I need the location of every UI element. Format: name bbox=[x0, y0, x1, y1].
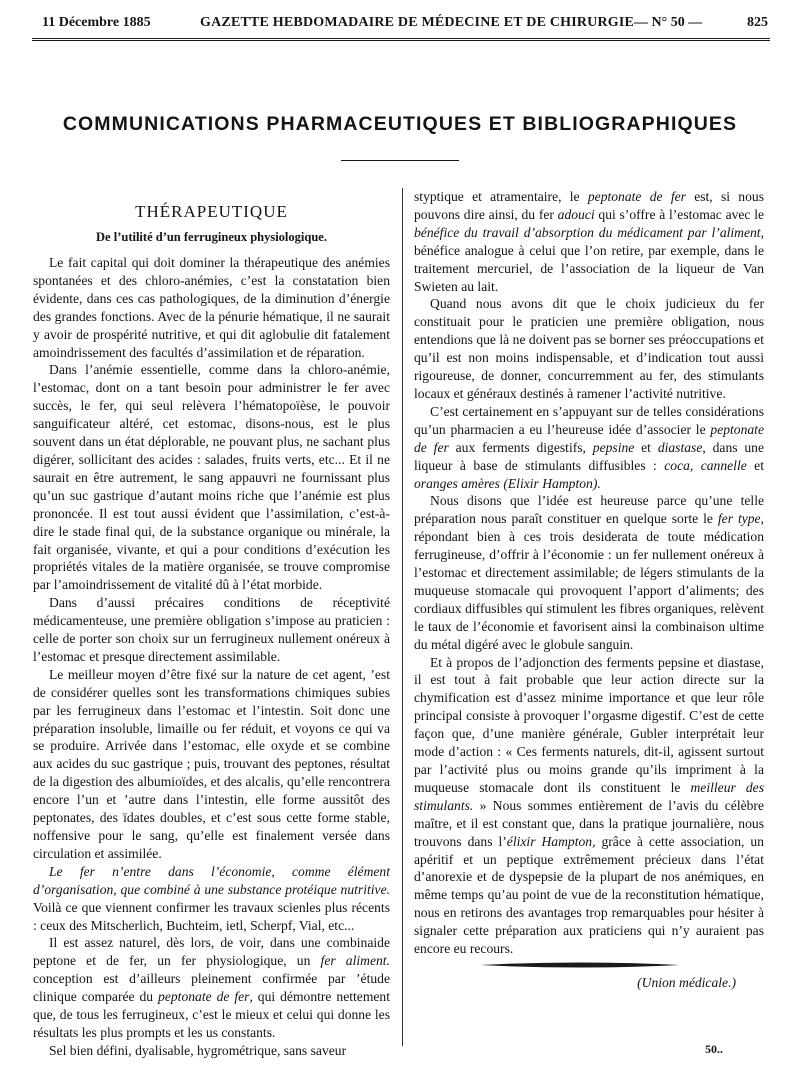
paragraph bbox=[414, 654, 764, 958]
paragraph bbox=[414, 188, 764, 295]
italic-text: meilleur des stimulants. bbox=[414, 779, 764, 813]
left-column bbox=[33, 194, 390, 1060]
italic-text: fer type bbox=[717, 511, 761, 527]
folio-mark: 50.. bbox=[705, 1042, 723, 1056]
text-run: C’est certainement en s’appuyant sur de telles considérations qu’un pharmacien a eu l’heureuse idée d’associer le bbox=[414, 403, 764, 437]
text-run: est, si nous pouvons dire ainsi, du fer bbox=[414, 189, 764, 222]
italic-text: bénéfice du travail d’absorption du médicament par l’aliment, bbox=[414, 224, 764, 240]
paragraph bbox=[33, 863, 390, 935]
text-run: Nous disons que l’idée est heureuse parce qu’une telle préparation nous paraît constituer en quelque sorte le bbox=[414, 493, 764, 527]
italic-text: diastase bbox=[657, 439, 703, 455]
italic-text: adouci bbox=[557, 206, 595, 222]
section-title: THÉRAPEUTIQUE bbox=[135, 202, 288, 221]
paragraph: Le meilleur moyen d’être fixé sur la nature de cet agent, ’est de considérer quelles sont les transformations chimiques subies par les ferrugineux dans l’estomac et l’intestin. Soit donc une préparation insoluble, limaille ou fer réduit, et voyons ce qui va se produire. Arrivée dans l’estomac, elle oxyde et se combine aux acides du suc gastrique ; puis, trouvant des peptones, résultat de la digestion des albumioïdes, et des alcalis, qu’elle rencontrera encore l’un et ’autre dans l’intestin, elle forme aussitôt des peptonates, des ïdates doubles, et c’est sous cette forme stable, noffensive pour le sang, qu’elle est finalement versée dans circulation et assimilée. bbox=[33, 666, 390, 861]
text-run: grâce à cette association, un apéritif et un peptique extrêmement précieux dans l’état d’anorexie et de dyspepsie de la plupart de nos anémiques, en même temps qu’au point de vue de la reconstitution hématique, nous en retirons des avantages trop remarquables pour hésiter à signaler cette préparation aux praticiens qui n’y auraient pas encore eu recours. bbox=[414, 833, 764, 957]
header-page-number: 825 bbox=[747, 15, 768, 30]
paragraph: Dans l’anémie essentielle, comme dans la chloro-anémie, l’estomac, dont on a tant besoin pour administrer le fer avec succès, le fer, qui seul relèvera l’hématopoïèse, le pouvoir sanguificateur altéré, cet estomac, disons-nous, est le plus souvent dans un état déplorable, ne pouvant plus, ne sachant plus digérer, sollicitant des acides : salades, fruits verts, etc... Et il ne saurait en être autrement, le sang appauvri ne fournissant plus qu’un suc gastrique d’autant moins riche que l’anémie est plus prononcée. Il est tout aussi évident que l’assimilation, c’est-à-dire le stade final qui, de la substance organique ou minérale, la fait organisée, vivante, et qui a pour conditions d’exécution les propriétés vitales de la matière organisée, se trouve compromise par l’amoindrissement de vitalité dû à l’état morbide. bbox=[33, 362, 390, 593]
text-run: , qui démontre nettement que, de tous les ferrugineux, c’est le mieux et celui qui donne les résultats les plus prompts et les us constants. bbox=[33, 989, 390, 1040]
page-title: COMMUNICATIONS PHARMACEUTIQUES ET BIBLIOGRAPHIQUES bbox=[62, 113, 738, 135]
running-head bbox=[30, 8, 778, 38]
text-run: Et à propos de l’adjonction des ferments pepsine et diastase, il est tout à fait probable que leur action directe sur la chymification est d’assez minime importance et que leur rôle principal consiste à provoquer l’orgasme digestif. C’est de cette façon que, d’une manière générale, Gubler interprétait leur mode d’action : « Ces ferments naturels, dit-il, agissent surtout par l’activité plus ou moins grande qu’ils impriment à la muqueuse stomacale dont ils constituent le bbox=[414, 654, 764, 795]
title-divider bbox=[341, 160, 459, 161]
source-citation: (Union médicale.) bbox=[637, 974, 736, 990]
italic-text: Le fer n’entre dans l’économie, comme élément d’organisation, que combiné à une substance protéique nutritive. bbox=[33, 863, 390, 897]
header-date: 11 Décembre 1885 bbox=[42, 15, 151, 30]
text-run: » Nous sommes entièrement de l’avis du célèbre maître, et il est constant que, dans la pratique journalière, nous trouvons dans l’ bbox=[414, 797, 764, 849]
text-run: , dans une liqueur à base de stimulants diffusibles : bbox=[414, 439, 764, 473]
header-issue-number: — N° 50 — bbox=[634, 15, 703, 30]
header-journal-title: GAZETTE HEBDOMADAIRE DE MÉDECINE ET DE CHIRURGIE bbox=[200, 15, 635, 30]
section-subtitle: De l’utilité d’un ferrugineux physiologique. bbox=[96, 230, 327, 244]
column-divider bbox=[402, 188, 403, 1046]
italic-text: peptonate de fer bbox=[587, 189, 686, 204]
text-run: et bbox=[634, 439, 658, 455]
end-ornament bbox=[480, 960, 680, 970]
header-rule bbox=[32, 38, 770, 41]
text-run: , répondant bien à ces trois desiderata de toute médication ferrugineuse, d’offrir à l’économie : un fer nullement onéreux à l’estomac et directement assimilable; de légers stimulants de la muqueuse stomacale qui provoquent l’apport d’aliments; des cordiaux diffusibles qui stimulent les fibres organiques, relèvent le taux de l’économie et favorisent ainsi la combinaison ultime du métal digéré avec le globule sanguin. bbox=[414, 511, 764, 652]
paragraph bbox=[33, 934, 390, 1041]
text-run: aux ferments digestifs, bbox=[448, 439, 593, 455]
paragraph bbox=[414, 403, 764, 493]
italic-text: peptonate de fer bbox=[414, 421, 764, 455]
italic-text: pepsine bbox=[592, 439, 635, 455]
paragraph: Le fait capital qui doit dominer la thérapeutique des anémies spontanées et des chloro-anémies, c’est la constatation bien évidente, dans ces cas pathologiques, de la diminution d’énergie des grandes fonctions. Avec de la pénurie hématique, il ne saurait y avoir de prospérité nutritive, et qui dit aglobulie dit fatalement amoindrissement des facultés d’assimilation et de réparation. bbox=[33, 255, 390, 360]
right-column bbox=[414, 188, 764, 992]
italic-text: oranges amères (Elixir Hampton). bbox=[414, 475, 601, 491]
italic-text: coca, cannelle bbox=[664, 457, 747, 473]
text-run: bénéfice analogue à celui que l’on retire, par exemple, dans le traitement mercuriel, de l’association de la liqueur de Van Swieten au lait. bbox=[414, 242, 764, 294]
text-run: Voilà ce que viennent confirmer les travaux scienles plus récents : ceux des Mitscherlich, Buchteim, ietl, Scherpf, Vial, etc... bbox=[33, 899, 390, 933]
text-run: et bbox=[746, 457, 764, 473]
paragraph: Dans d’aussi précaires conditions de réceptivité médicamenteuse, une première obligation s’impose au praticien : celle de porter son choix sur un ferrugineux nullement onéreux à l’estomac et presque directement assimilable. bbox=[33, 595, 390, 664]
text-run: qui s’offre à l’estomac avec le bbox=[594, 206, 765, 222]
paragraph: Quand nous avons dit que le choix judicieux du fer constituait pour le praticien une première obligation, nous entendions que là ne doivent pas se borner ses préoccupations et qu’il est non moins indispensable, et d’indication tout aussi rigoureuse, de donner, concurremment au fer, des stimulants locaux et généraux destinés à ramener l’activité nutritive. bbox=[414, 296, 764, 401]
italic-text: peptonate de fer bbox=[158, 989, 250, 1005]
italic-text: fer aliment. bbox=[320, 953, 390, 969]
italic-text: élixir Hampton, bbox=[506, 833, 596, 849]
paragraph: Sel bien défini, dyalisable, hygrométrique, sans saveur bbox=[49, 1042, 347, 1058]
paragraph bbox=[414, 492, 764, 653]
text-run: styptique et atramentaire, le bbox=[414, 189, 588, 204]
text-run: conception est d’ailleurs pleinement confirmée par ’étude clinique comparée du bbox=[33, 971, 390, 1005]
text-run: Il est assez naturel, dès lors, de voir, dans une combinaide peptone et de fer, un fer physiologique, un bbox=[33, 935, 390, 969]
